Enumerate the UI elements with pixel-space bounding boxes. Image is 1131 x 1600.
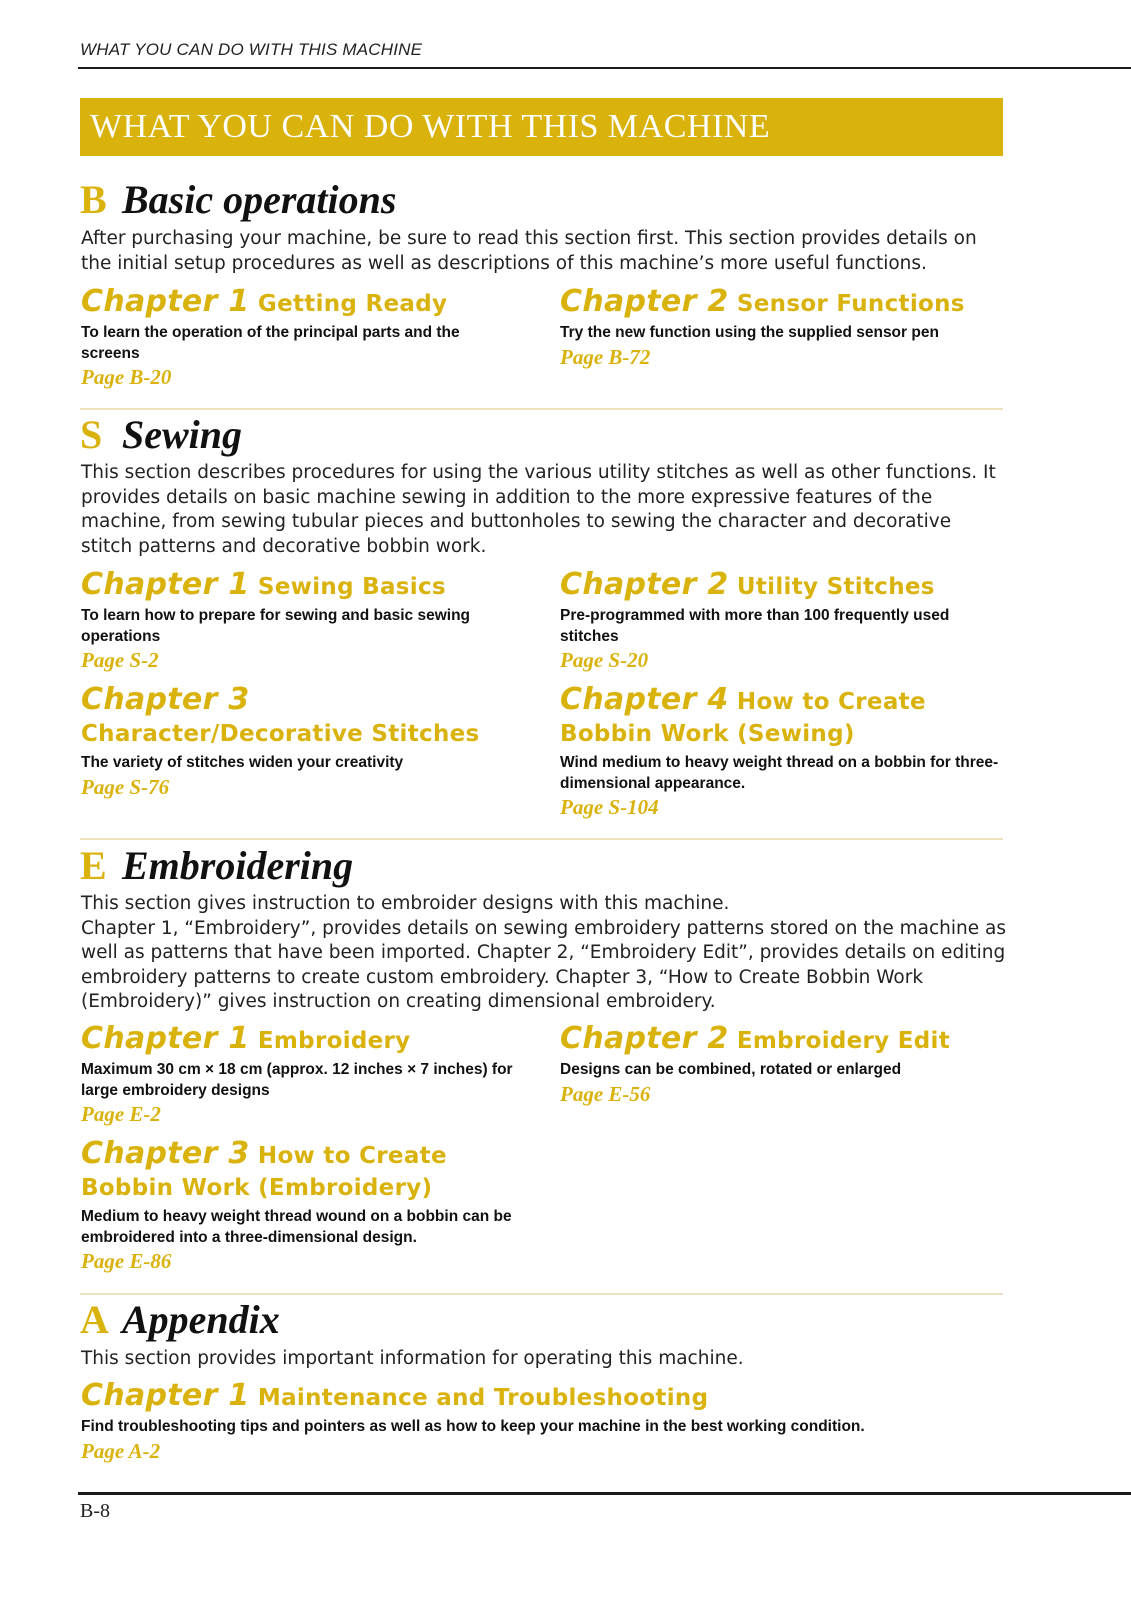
section-title: Embroidering [122,843,354,888]
section-heading-appendix [80,1296,280,1343]
chapter-name: Character/Decorative Stitches [81,721,480,747]
page-reference-link[interactable]: Page B-20 [81,365,172,389]
section-desc-text: This section gives instruction to embroider designs with this machine. [81,893,730,914]
chapter-entry [81,1380,981,1464]
section-divider [80,408,1003,410]
section-letter: E [80,843,107,888]
running-head: WHAT YOU CAN DO WITH THIS MACHINE [80,40,423,59]
section-desc-text: Chapter 1, “Embroidery”, provides details on sewing embroidery patterns stored on the machine as well as patterns that have been imported. Chapter 2, “Embroidery Edit”, provides details on editing embroidery patterns to create custom embroidery. Chapter 3, “How to Create Bobbin Work (Embroidery)” gives instruction on creating dimensional embroidery. [81,917,1006,1012]
chapter-description: To learn how to prepare for sewing and basic sewing operations [81,607,471,645]
chapter-name: Sensor Functions [736,291,965,317]
chapter-entry [81,1023,521,1127]
section-desc-text: This section provides important information for operating this machine. [81,1348,744,1369]
page-reference-link[interactable]: Page S-104 [560,795,659,819]
chapter-title [81,684,521,750]
section-letter: B [80,177,107,222]
chapter-entry [560,569,1000,673]
chapter-number: Chapter 4 [560,682,729,717]
chapter-number: Chapter 2 [560,284,729,319]
section-title: Basic operations [122,177,397,222]
chapter-title [560,286,1000,320]
chapter-number: Chapter 3 [81,1136,250,1171]
chapter-title [560,1023,1000,1057]
section-heading-embroidering [80,842,353,889]
chapter-title [560,684,1000,750]
page-reference-link[interactable]: Page S-20 [560,648,649,672]
page-title: WHAT YOU CAN DO WITH THIS MACHINE [90,108,771,145]
chapter-name: Getting Ready [257,291,448,317]
chapter-description: Designs can be combined, rotated or enlarged [560,1061,902,1078]
page-reference-link[interactable]: Page E-86 [81,1249,172,1273]
section-heading-basic-operations [80,176,396,223]
page-number: B-8 [80,1500,110,1522]
chapter-description: Wind medium to heavy weight thread on a bobbin for three-dimensional appearance. [560,754,999,792]
chapter-entry [81,684,521,800]
section-heading-sewing [80,411,242,458]
chapter-description: Maximum 30 cm × 18 cm (approx. 12 inches × 7 inches) for large embroidery designs [81,1061,513,1099]
section-title: Sewing [122,412,243,457]
section-title: Appendix [122,1297,280,1342]
chapter-title [81,1138,521,1204]
title-banner [80,98,1003,156]
chapter-entry [560,1023,1000,1107]
chapter-description: To learn the operation of the principal parts and the screens [81,324,460,362]
chapter-name: Sewing Basics [257,574,446,600]
chapter-entry [81,286,521,390]
page-reference-link[interactable]: Page E-2 [81,1102,161,1126]
footer-rule [78,1492,1131,1495]
page-reference-link[interactable]: Page B-72 [560,344,651,369]
chapter-description: Find troubleshooting tips and pointers as well as how to keep your machine in the best working condition. [81,1418,865,1435]
chapter-title [81,286,521,320]
section-description [81,1347,1006,1372]
chapter-name: Embroidery Edit [736,1028,951,1054]
section-divider [80,1293,1003,1295]
chapter-number: Chapter 1 [81,567,250,602]
chapter-number: Chapter 1 [81,284,250,319]
chapter-number: Chapter 1 [81,1378,250,1413]
page-reference-link[interactable]: Page A-2 [81,1438,161,1463]
chapter-name: Embroidery [257,1028,411,1054]
chapter-entry [560,286,1000,370]
chapter-description: The variety of stitches widen your creativity [81,754,404,771]
chapter-title [560,569,1000,603]
chapter-title [81,1023,521,1057]
chapter-entry [81,1138,521,1274]
chapter-entry [560,684,1000,820]
chapter-entry [81,569,521,673]
page-reference-link[interactable]: Page E-56 [560,1081,651,1106]
chapter-number: Chapter 1 [81,1021,250,1056]
chapter-description: Medium to heavy weight thread wound on a bobbin can be embroidered into a three-dimensional design. [81,1208,512,1246]
chapter-number: Chapter 2 [560,567,729,602]
chapter-number: Chapter 2 [560,1021,729,1056]
chapter-name: Utility Stitches [736,574,935,600]
chapter-description: Pre-programmed with more than 100 frequently used stitches [560,607,950,645]
chapter-number: Chapter 3 [81,682,250,717]
section-divider [80,838,1003,840]
chapter-name: How to Create Bobbin Work (Sewing) [560,689,926,747]
section-description [81,892,1006,1015]
chapter-title [81,1380,981,1414]
header-rule [78,67,1131,69]
chapter-name: How to Create Bobbin Work (Embroidery) [81,1143,447,1201]
chapter-description: Try the new function using the supplied sensor pen [560,324,939,341]
section-description [81,461,1006,559]
section-letter: A [80,1297,109,1342]
section-desc-text: This section describes procedures for using the various utility stitches as well as other functions. It provides details on basic machine sewing in addition to the more expressive features of the machine, from sewing tubular pieces and buttonholes to sewing the character and decorative stitch patterns and decorative bobbin work. [81,462,996,557]
chapter-name: Maintenance and Troubleshooting [257,1385,709,1411]
section-letter: S [80,412,103,457]
section-description [81,227,1006,276]
chapter-title [81,569,521,603]
page-reference-link[interactable]: Page S-76 [81,774,170,799]
page-reference-link[interactable]: Page S-2 [81,648,159,672]
section-desc-text: After purchasing your machine, be sure to read this section first. This section provides details on the initial setup procedures as well as descriptions of this machine’s more useful functions. [81,228,977,274]
